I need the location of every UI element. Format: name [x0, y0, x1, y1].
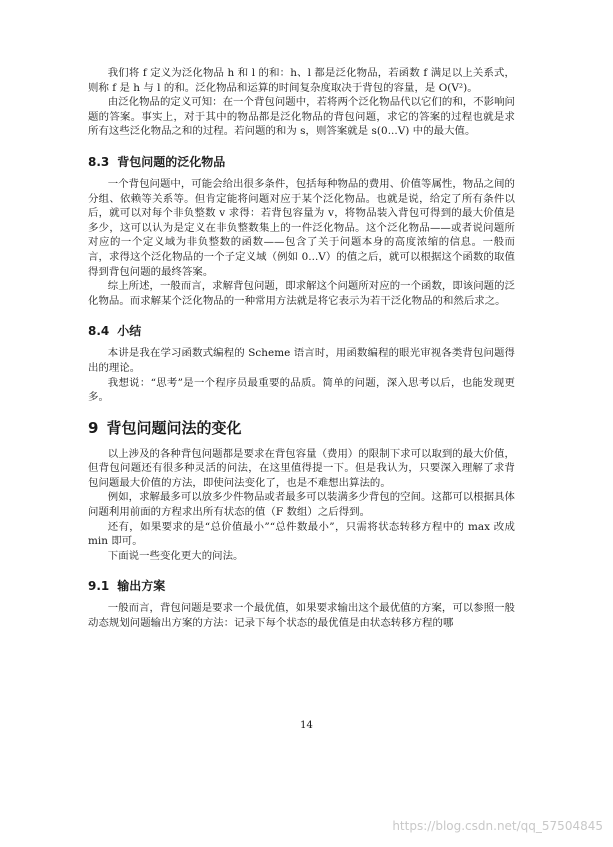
section-heading-9 — [88, 419, 515, 437]
paragraph-generalized-sum: 我们将 f 定义为泛化物品 h 和 l 的和：h、l 都是泛化物品，若函数 f 满足以上关系式，则称 f 是 h 与 l 的和。泛化物品和运算的时间复杂度取决于背包的容量，是 O(V²)。 — [88, 67, 516, 94]
section-number: 8.4 — [88, 324, 110, 339]
section-title: 输出方案 — [117, 579, 166, 594]
paragraph-generalized-definition: 由泛化物品的定义可知：在一个背包问题中，若将两个泛化物品代以它们的和，不影响问题的答案。事实上，对于其中的物品都是泛化物品的背包问题，求它的答案的过程也就是求所有这些泛化物品之和的过程。若问题的和为 s，则答案就是 s(0...V) 中的最大值。 — [88, 96, 515, 138]
section-title: 小结 — [117, 324, 142, 339]
paragraph-8-3-1: 一个背包问题中，可能会给出很多条件，包括每种物品的费用、价值等属性，物品之间的分组、依赖等关系等。但肯定能将问题对应于某个泛化物品。也就是说，给定了所有条件以后，就可以对每个非负整数 v 求得：若背包容量为 v，将物品装入背包可得到的最大价值是多少，这可以认为是定义在非负整数集上的一件泛化物品。这个泛化物品——或者说问题所对应的一个定义域为非负整数的函数——包含了关于问题本身的高度浓缩的信息。一般而言，求得这个泛化物品的一个子定义域（例如 0...V）的值之后，就可以根据这个函数的取值得到背包问题的最终答案。 — [88, 177, 515, 278]
paragraph-8-4-1: 本讲是我在学习函数式编程的 Scheme 语言时，用函数编程的眼光审视各类背包问题得出的理论。 — [88, 347, 515, 374]
paragraph-9-4: 下面说一些变化更大的问法。 — [107, 549, 244, 562]
paragraph-9-1: 以上涉及的各种背包问题都是要求在背包容量（费用）的限制下求可以取到的最大价值，但背包问题还有很多种灵活的问法，在这里值得提一下。但是我认为，只要深入理解了求背包问题最大价值的方法，即使问法变化了，也是不难想出算法的。 — [88, 447, 515, 489]
section-number: 8.3 — [88, 154, 110, 169]
paragraph-9-1-1: 一般而言，背包问题是要求一个最优值，如果要求输出这个最优值的方案，可以参照一般动态规划问题输出方案的方法：记录下每个状态的最优值是由状态转移方程的哪 — [88, 602, 515, 630]
paragraph-8-4-2: 我想说：“思考”是一个程序员最重要的品质。简单的问题，深入思考以后，也能发现更多。 — [88, 376, 515, 404]
section-heading-8-3 — [88, 155, 515, 169]
section-heading-8-4 — [88, 324, 515, 338]
watermark-url: https://blog.csdn.net/qq_57504845 — [392, 819, 603, 833]
section-title: 背包问题的泛化物品 — [117, 154, 226, 169]
paragraph-9-3: 还有，如果要求的是“总价值最小”“总件数最小”，只需将状态转移方程中的 max 改成 min 即可。 — [88, 520, 515, 548]
section-number: 9.1 — [88, 579, 110, 594]
page-content — [88, 66, 515, 631]
page-number: 14 — [300, 720, 313, 731]
section-title: 背包问题问法的变化 — [106, 418, 242, 437]
section-number: 9 — [88, 418, 99, 437]
paragraph-8-3-2: 综上所述，一般而言，求解背包问题，即求解这个问题所对应的一个函数，即该问题的泛化物品。而求解某个泛化物品的一种常用方法就是将它表示为若干泛化物品的和然后求之。 — [88, 280, 515, 307]
section-heading-9-1 — [88, 579, 515, 593]
paragraph-9-2: 例如，求解最多可以放多少件物品或者最多可以装满多少背包的空间。这都可以根据具体问题利用前面的方程求出所有状态的值（F 数组）之后得到。 — [88, 491, 515, 519]
